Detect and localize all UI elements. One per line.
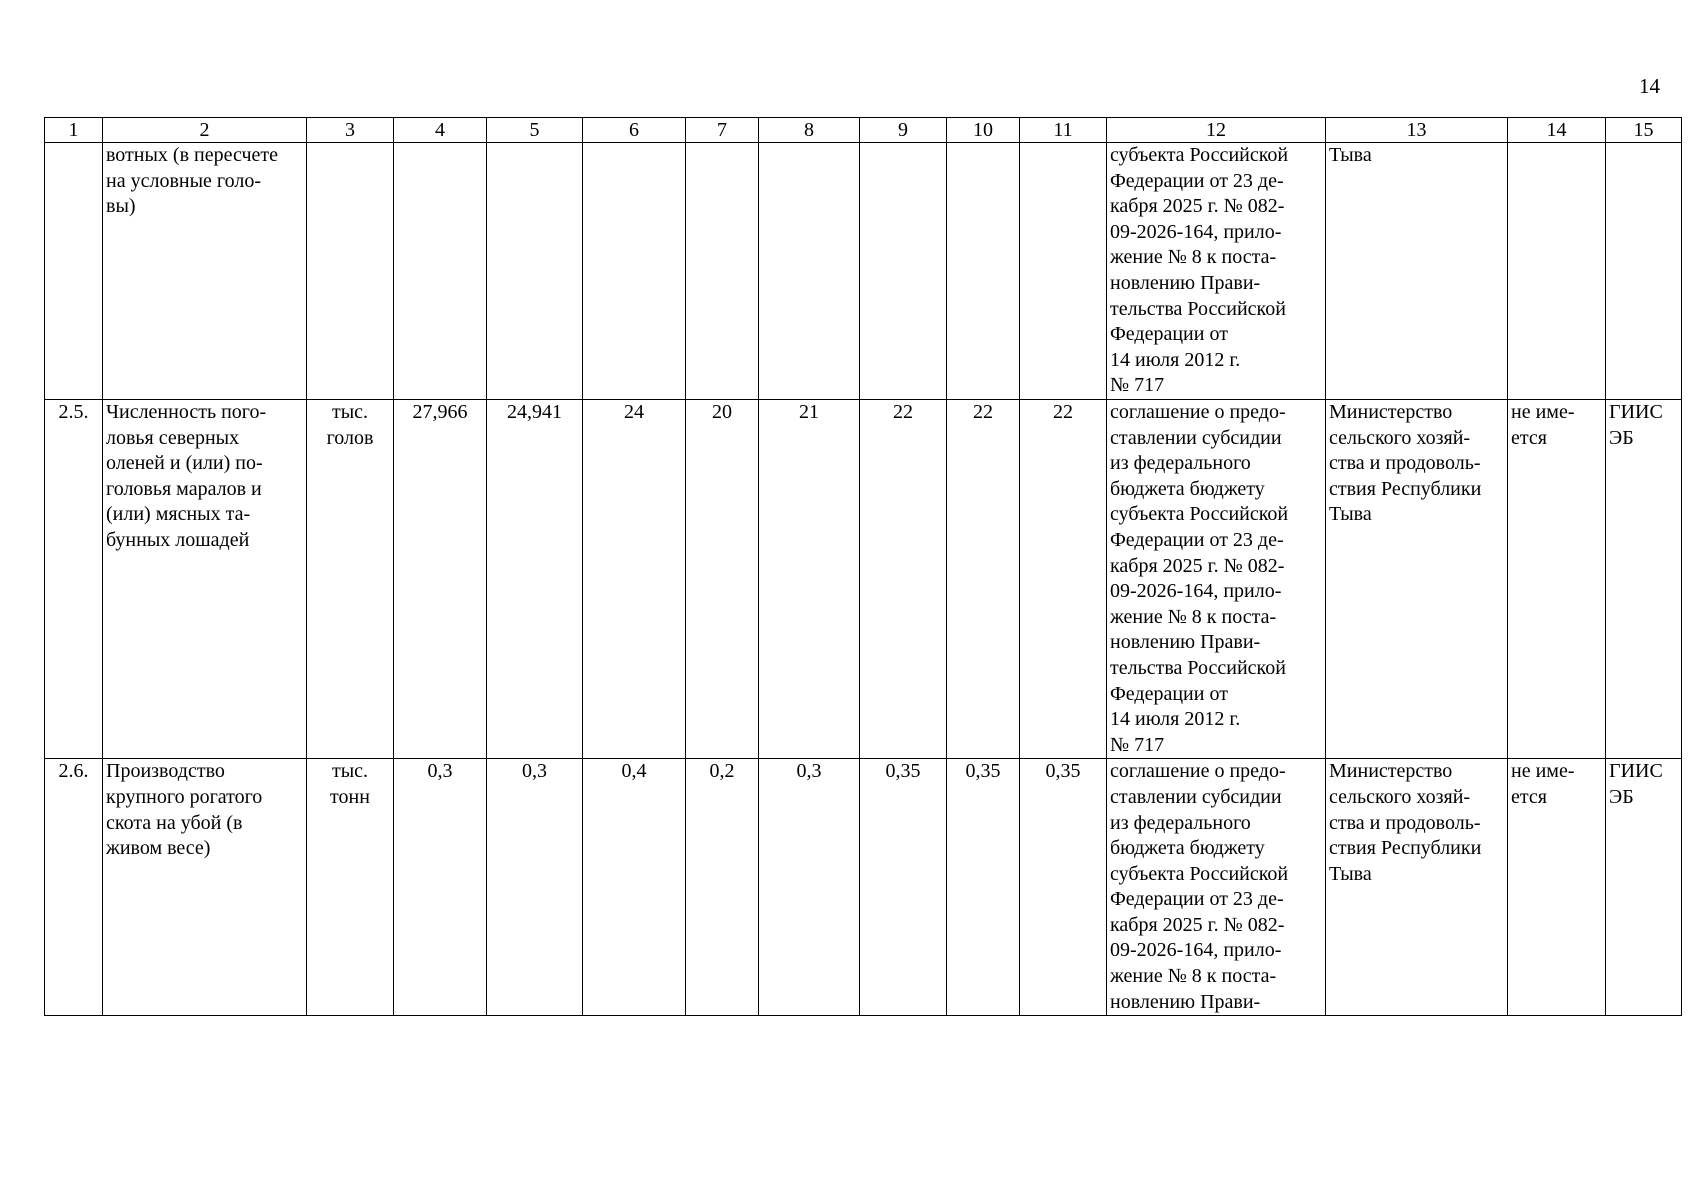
column-header: 2 xyxy=(103,118,307,143)
value-cell xyxy=(487,143,583,400)
value-cell: 27,966 xyxy=(394,400,487,759)
value-cell xyxy=(1020,143,1107,400)
table-row xyxy=(45,143,1682,400)
col14-cell: не име- ется xyxy=(1508,759,1606,1016)
value-cell: 22 xyxy=(860,400,947,759)
column-header: 14 xyxy=(1508,118,1606,143)
row-number: 2.6. xyxy=(45,759,103,1016)
value-cell xyxy=(583,143,686,400)
indicator-name: вотных (в пересчете на условные голо- вы) xyxy=(103,143,307,400)
col14-cell: не име- ется xyxy=(1508,400,1606,759)
column-header: 6 xyxy=(583,118,686,143)
value-cell: 20 xyxy=(686,400,759,759)
value-cell: 0,35 xyxy=(860,759,947,1016)
col15-cell: ГИИС ЭБ xyxy=(1606,759,1682,1016)
row-number xyxy=(45,143,103,400)
col15-cell xyxy=(1606,143,1682,400)
column-header: 9 xyxy=(860,118,947,143)
column-header: 13 xyxy=(1326,118,1508,143)
row-number: 2.5. xyxy=(45,400,103,759)
value-cell: 24 xyxy=(583,400,686,759)
unit xyxy=(307,143,394,400)
column-header: 15 xyxy=(1606,118,1682,143)
page-number: 14 xyxy=(1639,74,1660,98)
value-cell xyxy=(947,143,1020,400)
value-cell: 0,35 xyxy=(947,759,1020,1016)
value-cell: 0,2 xyxy=(686,759,759,1016)
indicator-name: Производство крупного рогатого скота на убой (в живом весе) xyxy=(103,759,307,1016)
responsible-body: Тыва xyxy=(1326,143,1508,400)
value-cell: 0,4 xyxy=(583,759,686,1016)
value-cell: 22 xyxy=(947,400,1020,759)
column-header: 11 xyxy=(1020,118,1107,143)
unit: тыс. голов xyxy=(307,400,394,759)
value-cell xyxy=(759,143,860,400)
responsible-body: Министерство сельского хозяй- ства и продоволь- ствия Республики Тыва xyxy=(1326,759,1508,1016)
basis-document: соглашение о предо- ставлении субсидии из федерального бюджета бюджету субъекта Российской Федерации от 23 де- кабря 2025 г. № 082- 09-2026-164, прило- жение № 8 к поста- новлению Прави- xyxy=(1107,759,1326,1016)
column-number-row xyxy=(45,118,1682,143)
basis-document: соглашение о предо- ставлении субсидии из федерального бюджета бюджету субъекта Российской Федерации от 23 де- кабря 2025 г. № 082- 09-2026-164, прило- жение № 8 к поста- новлению Прави- тельства Российской Федерации от 14 июля 2012 г. № 717 xyxy=(1107,400,1326,759)
value-cell: 0,3 xyxy=(759,759,860,1016)
col14-cell xyxy=(1508,143,1606,400)
column-header: 12 xyxy=(1107,118,1326,143)
column-header: 4 xyxy=(394,118,487,143)
value-cell: 0,3 xyxy=(487,759,583,1016)
value-cell xyxy=(686,143,759,400)
value-cell xyxy=(394,143,487,400)
indicator-name: Численность пого- ловья северных оленей и (или) по- головья маралов и (или) мясных та- бунных лошадей xyxy=(103,400,307,759)
column-header: 10 xyxy=(947,118,1020,143)
col15-cell: ГИИС ЭБ xyxy=(1606,400,1682,759)
column-header: 7 xyxy=(686,118,759,143)
unit: тыс. тонн xyxy=(307,759,394,1016)
column-header: 8 xyxy=(759,118,860,143)
value-cell: 22 xyxy=(1020,400,1107,759)
value-cell: 0,3 xyxy=(394,759,487,1016)
column-header: 1 xyxy=(45,118,103,143)
value-cell: 0,35 xyxy=(1020,759,1107,1016)
column-header: 3 xyxy=(307,118,394,143)
value-cell: 24,941 xyxy=(487,400,583,759)
value-cell: 21 xyxy=(759,400,860,759)
value-cell xyxy=(860,143,947,400)
table-row xyxy=(45,759,1682,1016)
column-header: 5 xyxy=(487,118,583,143)
table-row xyxy=(45,400,1682,759)
basis-document: субъекта Российской Федерации от 23 де- кабря 2025 г. № 082- 09-2026-164, прило- жение № 8 к поста- новлению Прави- тельства Российской Федерации от 14 июля 2012 г. № 717 xyxy=(1107,143,1326,400)
responsible-body: Министерство сельского хозяй- ства и продоволь- ствия Республики Тыва xyxy=(1326,400,1508,759)
indicators-table xyxy=(44,117,1682,1016)
